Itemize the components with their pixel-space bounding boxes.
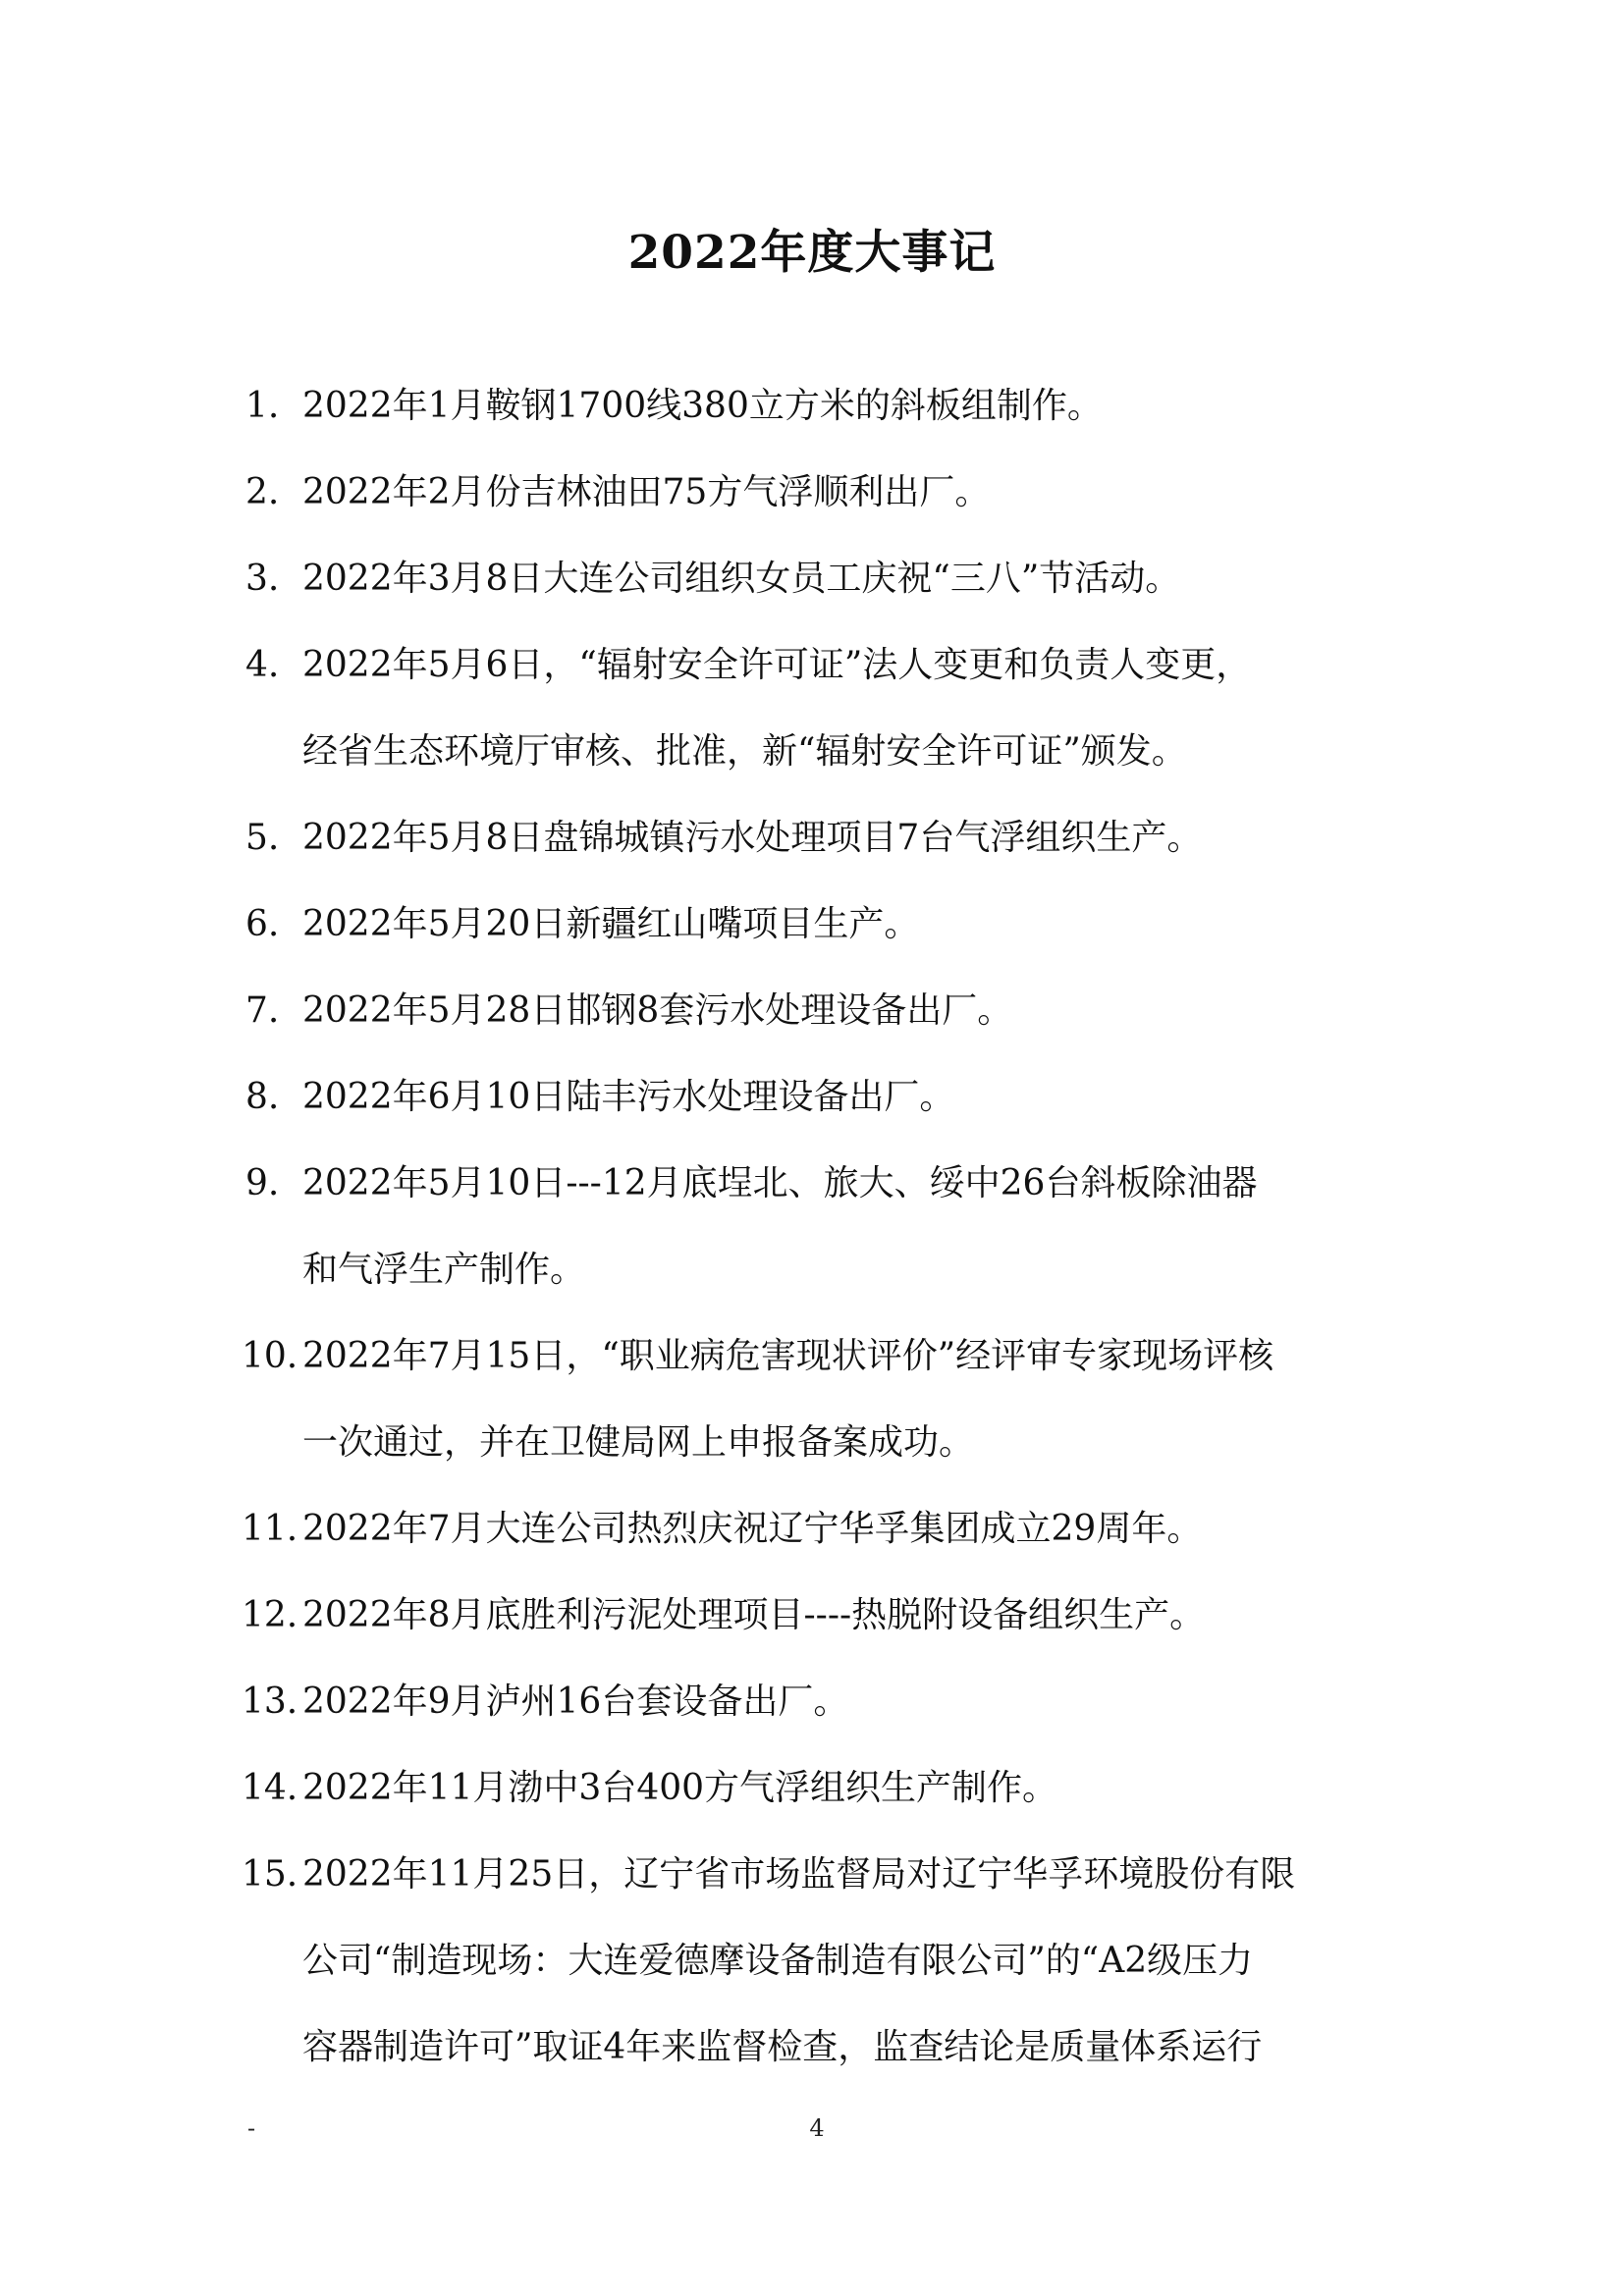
event-text: 2022年2月份吉林油田75方气浮顺利出厂。 — [302, 472, 991, 512]
event-text: 2022年5月20日新疆红山嘴项目生产。 — [302, 904, 920, 944]
event-text-continuation: 一次通过，并在卫健局网上申报备案成功。 — [302, 1422, 975, 1463]
event-text-continuation: 公司“制造现场：大连爱德摩设备制造有限公司”的“A2级压力 — [302, 1941, 1254, 1981]
event-text: 2022年1月鞍钢1700线380立方米的斜板组制作。 — [302, 386, 1103, 426]
event-text: 2022年3月8日大连公司组织女员工庆祝“三八”节活动。 — [302, 559, 1181, 599]
event-number: 8. — [245, 1077, 280, 1117]
event-text: 2022年6月10日陆丰污水处理设备出厂。 — [302, 1077, 955, 1117]
event-text: 2022年11月25日，辽宁省市场监督局对辽宁华孚环境股份有限 — [302, 1854, 1296, 1895]
event-number: 15. — [242, 1854, 298, 1895]
event-item — [245, 1054, 1384, 1141]
event-number: 1. — [245, 386, 280, 426]
footer-mark: - — [247, 2114, 256, 2142]
event-number: 3. — [245, 559, 280, 599]
event-item — [245, 363, 1384, 450]
event-text: 2022年5月28日邯钢8套污水处理设备出厂。 — [302, 990, 1013, 1031]
event-item — [245, 968, 1384, 1054]
event-number: 13. — [242, 1682, 298, 1722]
event-item — [245, 1141, 1384, 1313]
page-number: 4 — [809, 2114, 825, 2142]
page-title: 2022年度大事记 — [627, 226, 997, 280]
event-number: 11. — [242, 1509, 298, 1549]
event-number: 6. — [245, 904, 280, 944]
event-item — [245, 450, 1384, 536]
event-number: 7. — [245, 990, 280, 1031]
event-item — [242, 1832, 1384, 2091]
event-text: 2022年8月底胜利污泥处理项目----热脱附设备组织生产。 — [302, 1595, 1206, 1635]
event-item — [242, 1745, 1384, 1832]
event-text: 2022年7月大连公司热烈庆祝辽宁华孚集团成立29周年。 — [302, 1509, 1203, 1549]
event-text: 2022年5月10日---12月底埕北、旅大、绥中26台斜板除油器 — [302, 1163, 1258, 1203]
event-text-continuation: 经省生态环境厅审核、批准，新“辐射安全许可证”颁发。 — [302, 731, 1187, 772]
event-item — [245, 881, 1384, 968]
event-number: 10. — [242, 1336, 298, 1376]
event-text: 2022年11月渤中3台400方气浮组织生产制作。 — [302, 1768, 1058, 1808]
event-text-continuation: 容器制造许可”取证4年来监督检查，监查结论是质量体系运行 — [302, 2027, 1263, 2067]
event-number: 5. — [245, 818, 280, 858]
event-text: 2022年5月6日，“辐射安全许可证”法人变更和负责人变更， — [302, 645, 1252, 685]
event-text: 2022年7月15日，“职业病危害现状评价”经评审专家现场评核 — [302, 1336, 1274, 1376]
event-text: 2022年9月泸州16台套设备出厂。 — [302, 1682, 849, 1722]
event-item — [242, 1486, 1384, 1573]
event-item — [242, 1573, 1384, 1659]
event-item — [242, 1659, 1384, 1745]
event-text-continuation: 和气浮生产制作。 — [302, 1250, 586, 1290]
event-text: 2022年5月8日盘锦城镇污水处理项目7台气浮组织生产。 — [302, 818, 1203, 858]
event-number: 2. — [245, 472, 280, 512]
event-item — [242, 1313, 1384, 1486]
event-number: 9. — [245, 1163, 280, 1203]
event-number: 4. — [245, 645, 280, 685]
event-item — [245, 795, 1384, 881]
event-number: 12. — [242, 1595, 298, 1635]
event-item — [245, 536, 1384, 622]
event-item — [245, 622, 1384, 795]
events-list — [242, 363, 1384, 2091]
event-number: 14. — [242, 1768, 298, 1808]
